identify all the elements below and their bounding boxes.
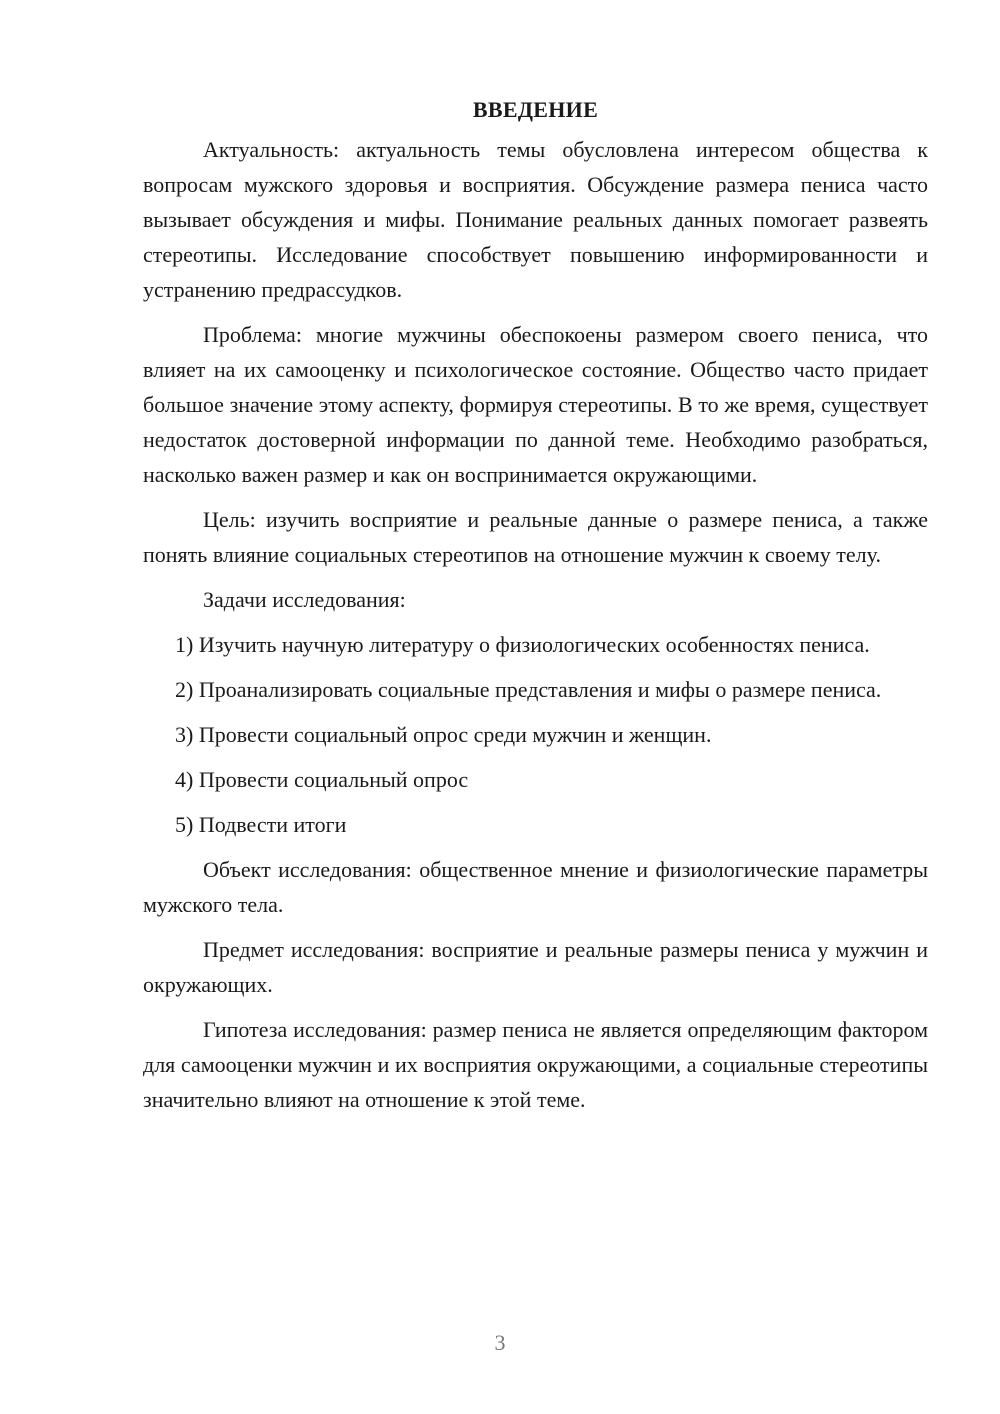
relevance-paragraph: Актуальность: актуальность темы обусловлена интересом общества к вопросам мужского здоровья и восприятия. Обсуждение размера пениса часто вызывает обсуждения и мифы. Понимание реальных данных помогает развеять стереотипы. Исследование способствует повышению информированности и устранению предрассудков. (143, 137, 928, 302)
hypothesis-paragraph: Гипотеза исследования: размер пениса не является определяющим фактором для самооценки мужчин и их восприятия окружающими, а социальные стереотипы значительно влияют на отношение к этой теме. (143, 1017, 928, 1112)
object-paragraph: Объект исследования: общественное мнение и физиологические параметры мужского тела. (143, 857, 928, 917)
task-item-3: 3) Провести социальный опрос среди мужчин и женщин. (175, 722, 712, 747)
document-page (143, 92, 928, 1127)
task-item-5: 5) Подвести итоги (175, 812, 347, 837)
problem-paragraph: Проблема: многие мужчины обеспокоены размером своего пениса, что влияет на их самооценку и психологическое состояние. Общество часто придает большое значение этому аспекту, формируя стереотипы. В то же время, существует недостаток достоверной информации по данной теме. Необходимо разобраться, насколько важен размер и как он воспринимается окружающими. (143, 322, 928, 487)
task-item-4: 4) Провести социальный опрос (175, 767, 469, 792)
section-title: ВВЕДЕНИЕ (472, 97, 599, 122)
goal-paragraph: Цель: изучить восприятие и реальные данные о размере пениса, а также понять влияние социальных стереотипов на отношение мужчин к своему телу. (143, 507, 928, 567)
tasks-heading: Задачи исследования: (203, 587, 406, 612)
page-number: 3 (494, 1330, 506, 1355)
subject-paragraph: Предмет исследования: восприятие и реальные размеры пениса у мужчин и окружающих. (143, 937, 928, 997)
task-item-2: 2) Проанализировать социальные представления и мифы о размере пениса. (175, 677, 882, 702)
task-item-1: 1) Изучить научную литературу о физиологических особенностях пениса. (175, 632, 870, 657)
